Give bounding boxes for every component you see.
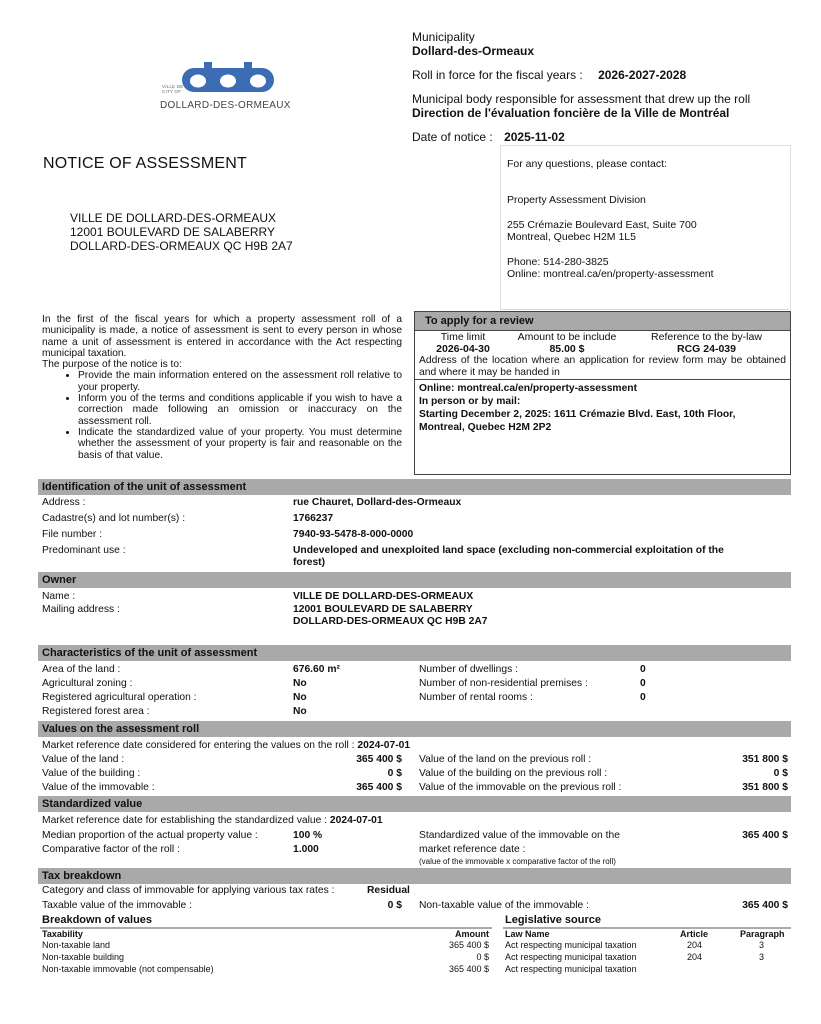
standardized-reference-date: 2024-07-01 bbox=[329, 815, 383, 826]
previous-building-value: 0 $ bbox=[773, 768, 788, 779]
standardized-value: 365 400 $ bbox=[742, 830, 788, 841]
date-label: Date of notice : bbox=[412, 130, 493, 144]
median-proportion: 100 % bbox=[293, 830, 323, 841]
notice-introduction bbox=[42, 314, 402, 461]
comparative-factor: 1.000 bbox=[293, 844, 319, 855]
review-locations: Online: montreal.ca/en/property-assessment In person or by mail: Starting December 2, 2025: 1611 Crémazie Blvd. East, 10th Floor, Montreal, Quebec H2M 2P2 bbox=[415, 380, 790, 436]
contact-division: Property Assessment Division bbox=[507, 194, 646, 206]
review-address-text: Address of the location where an application for review form may be obtained and where it may be handed in bbox=[415, 355, 790, 380]
review-column-values bbox=[415, 343, 790, 355]
intro-paragraph: In the first of the fiscal years for which a property assessment roll of a municipality is made, a notice of assessment is sent to every person in whose name a unit of assessment is entered in accordance with the Act respecting municipal taxation. bbox=[42, 314, 402, 359]
municipal-body-label: Municipal body responsible for assessment that drew up the roll bbox=[412, 92, 751, 106]
review-column-headers: Time limit Amount to be include Reference to the by-law bbox=[440, 331, 762, 343]
contact-address-line2: Montreal, Quebec H2M 1L5 bbox=[507, 231, 636, 243]
predominant-use: Undeveloped and unexploited land space (excluding non-commercial exploitation of the forest) bbox=[293, 545, 724, 568]
land-value: 365 400 $ bbox=[356, 754, 402, 765]
review-bylaw: RCG 24-039 bbox=[677, 343, 736, 355]
cadastre-number: 1766237 bbox=[293, 513, 334, 524]
roll-value: 2026-2027-2028 bbox=[598, 68, 687, 82]
dwellings-count: 0 bbox=[640, 664, 646, 675]
contact-phone: Phone: 514-280-3825 bbox=[507, 256, 609, 268]
values-reference-date: 2024-07-01 bbox=[357, 740, 411, 751]
agricultural-zoning: No bbox=[293, 678, 307, 689]
section-tax-breakdown: Tax breakdown bbox=[38, 868, 791, 884]
contact-intro: For any questions, please contact: bbox=[507, 158, 667, 170]
section-standardized-value: Standardized value bbox=[38, 796, 791, 812]
contact-box bbox=[500, 145, 791, 310]
contact-address-line1: 255 Crémazie Boulevard East, Suite 700 bbox=[507, 219, 697, 231]
date-value: 2025-11-02 bbox=[504, 130, 565, 144]
tax-category: Residual bbox=[367, 885, 410, 896]
page-title: NOTICE OF ASSESSMENT bbox=[43, 155, 248, 172]
logo-small-text: VILLE DE CITY OF bbox=[162, 84, 184, 94]
recipient-address: VILLE DE DOLLARD-DES-ORMEAUX 12001 BOULEVARD DE SALABERRY DOLLARD-DES-ORMEAUX QC H9B 2A7 bbox=[70, 211, 293, 253]
non-taxable-value: 365 400 $ bbox=[742, 900, 788, 911]
non-residential-count: 0 bbox=[640, 678, 646, 689]
taxable-value: 0 $ bbox=[387, 900, 402, 911]
building-value: 0 $ bbox=[387, 768, 402, 779]
forest-area: No bbox=[293, 706, 307, 717]
file-number: 7940-93-5478-8-000-0000 bbox=[293, 529, 414, 540]
logo-name: DOLLARD-DES-ORMEAUX bbox=[160, 100, 291, 111]
purpose-item: • Indicate the standardized value of your property. You must determine whether the assessment of your property is fair and reasonable on the basis of that value. bbox=[78, 427, 402, 461]
previous-immovable-value: 351 800 $ bbox=[742, 782, 788, 793]
municipality-label: Municipality bbox=[412, 30, 475, 44]
land-area: 676.60 m² bbox=[293, 664, 340, 675]
immovable-value: 365 400 $ bbox=[356, 782, 402, 793]
section-values: Values on the assessment roll bbox=[38, 721, 791, 737]
municipality-logo bbox=[150, 62, 291, 117]
legislative-title: Legislative source bbox=[505, 914, 601, 926]
review-time-limit: 2026-04-30 bbox=[436, 343, 490, 355]
section-identification: Identification of the unit of assessment bbox=[38, 479, 791, 495]
roll-label: Roll in force for the fiscal years : bbox=[412, 68, 583, 82]
ddo-logo-icon bbox=[182, 62, 274, 98]
section-characteristics: Characteristics of the unit of assessment bbox=[38, 645, 791, 661]
section-owner: Owner bbox=[38, 572, 791, 588]
review-amount: 85.00 $ bbox=[549, 343, 585, 355]
review-title: To apply for a review bbox=[415, 312, 790, 331]
owner-name: VILLE DE DOLLARD-DES-ORMEAUX bbox=[293, 591, 474, 602]
municipality-value: Dollard-des-Ormeaux bbox=[412, 44, 535, 58]
previous-land-value: 351 800 $ bbox=[742, 754, 788, 765]
breakdown-title: Breakdown of values bbox=[42, 914, 153, 926]
agricultural-operation: No bbox=[293, 692, 307, 703]
review-application-box bbox=[414, 311, 791, 475]
unit-address: rue Chauret, Dollard-des-Ormeaux bbox=[293, 497, 462, 508]
review-online-link[interactable]: Online: montreal.ca/en/property-assessment bbox=[419, 383, 638, 394]
purpose-item: • Inform you of the terms and conditions applicable if you wish to have a correction made following an omission or inaccuracy on the assessment roll. bbox=[78, 393, 402, 427]
contact-online-link[interactable]: Online: montreal.ca/en/property-assessment bbox=[507, 268, 714, 280]
purpose-list bbox=[78, 370, 402, 460]
rental-rooms-count: 0 bbox=[640, 692, 646, 703]
purpose-item: • Provide the main information entered on the assessment roll relative to your property. bbox=[78, 370, 402, 393]
intro-purpose: The purpose of the notice is to: bbox=[42, 359, 182, 371]
municipal-body-value: Direction de l'évaluation foncière de la Ville de Montréal bbox=[412, 106, 730, 120]
notice-header-info bbox=[412, 30, 812, 151]
owner-mailing-address: 12001 BOULEVARD DE SALABERRY DOLLARD-DES-ORMEAUX QC H9B 2A7 bbox=[293, 604, 488, 627]
